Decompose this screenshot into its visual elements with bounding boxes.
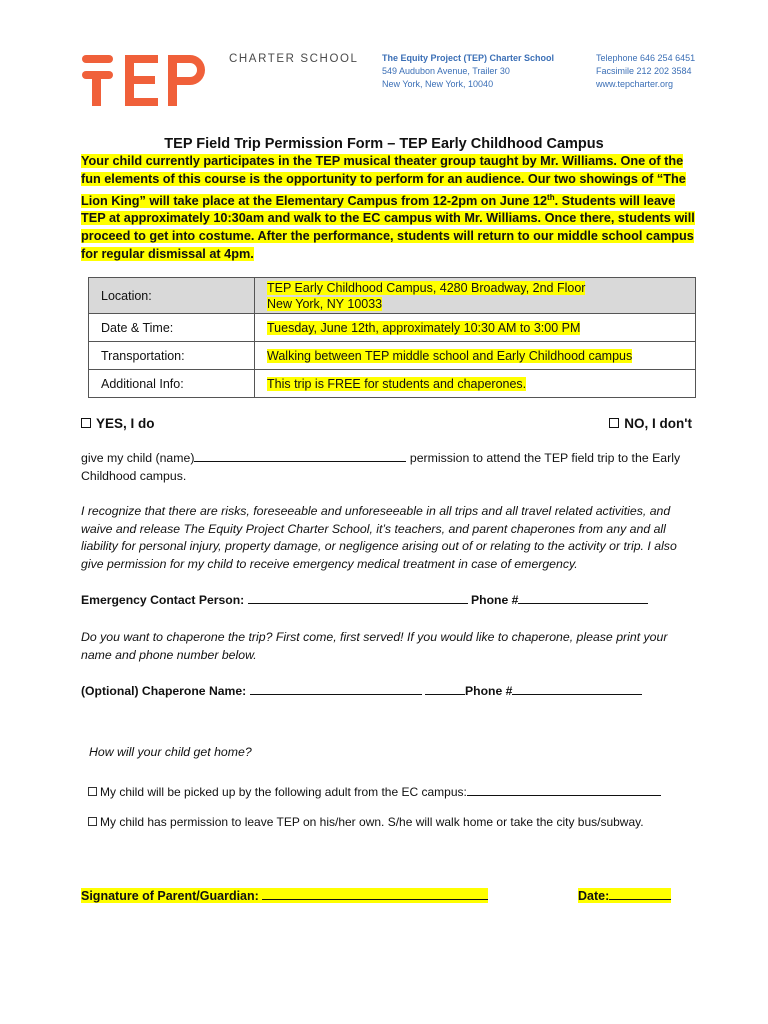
transport-label: Transportation:	[89, 342, 255, 370]
location-line-1: TEP Early Childhood Campus, 4280 Broadway, 2nd Floor	[267, 280, 586, 295]
no-checkbox[interactable]	[609, 418, 619, 428]
intro-paragraph	[81, 153, 696, 263]
signature-row	[81, 888, 671, 906]
intro-text-a: Your child currently participates in the TEP musical theater group taught by Mr. Williams. One of the fun elements of this course is the opportunity to perform for an audience. Our two showings of “The Lion King” will take place at the Elementary Campus from 12-2pm on June 12	[81, 154, 686, 208]
waiver-paragraph: I recognize that there are risks, foreseeable and unforeseeable in all trips and all travel related activities, and waive and release The Equity Project Charter School, it’s teachers, and parent chaperones from any and all liability for personal injury, property damage, or negligence arising out of or relating to the activity or trip. I also give permission for my child to receive emergency medical treatment in case of emergency.	[81, 504, 677, 571]
signature-block	[81, 888, 488, 903]
table-row-info	[89, 370, 696, 398]
telephone: Telephone 646 254 6451	[596, 53, 696, 63]
table-row-transport	[89, 342, 696, 370]
no-label: NO, I don't	[624, 416, 692, 431]
intro-superscript: th	[547, 192, 555, 202]
facsimile: Facsimile 212 202 3584	[596, 66, 692, 76]
pickup-adult-field[interactable]	[467, 784, 661, 796]
info-value: This trip is FREE for students and chaperones.	[267, 376, 527, 391]
chaperone-phone-label: Phone #	[465, 684, 513, 698]
chaperone-phone-field[interactable]	[512, 683, 642, 695]
location-label: Location:	[89, 278, 255, 314]
datetime-label: Date & Time:	[89, 314, 255, 342]
chaperone-question: Do you want to chaperone the trip? First come, first served! If you would like to chaperone, please print your name and phone number below.	[81, 630, 668, 662]
signature-label: Signature of Parent/Guardian:	[81, 889, 259, 903]
pickup-label: My child will be picked up by the following adult from the EC campus:	[100, 785, 467, 799]
school-contact	[596, 52, 695, 91]
emergency-phone-label: Phone #	[471, 593, 519, 607]
yes-label: YES, I do	[96, 416, 155, 431]
transport-value: Walking between TEP middle school and Early Childhood campus	[267, 348, 633, 363]
chaperone-name-field[interactable]	[250, 683, 422, 695]
form-title: TEP Field Trip Permission Form – TEP Early Childhood Campus	[164, 136, 604, 152]
yes-option[interactable]	[81, 416, 155, 431]
own-label: My child has permission to leave TEP on his/her own. S/he will walk home or take the city bus/subway.	[100, 815, 644, 829]
info-label: Additional Info:	[89, 370, 255, 398]
date-block	[578, 888, 671, 903]
emergency-contact-label: Emergency Contact Person:	[81, 593, 245, 607]
org-name: The Equity Project (TEP) Charter School	[382, 53, 555, 63]
child-name-field[interactable]	[194, 450, 406, 462]
option-own[interactable]	[88, 815, 644, 829]
emergency-contact-field[interactable]	[248, 592, 468, 604]
table-row-location	[89, 278, 696, 314]
emergency-phone-field[interactable]	[518, 592, 648, 604]
website-link[interactable]: www.tepcharter.org	[596, 79, 674, 89]
chaperone-extra-field[interactable]	[425, 683, 465, 695]
location-value	[255, 278, 696, 314]
chaperone-row	[81, 683, 701, 701]
table-row-datetime	[89, 314, 696, 342]
chaperone-name-label: (Optional) Chaperone Name:	[81, 684, 247, 698]
signature-field[interactable]	[262, 888, 488, 900]
option-pickup[interactable]	[88, 784, 661, 799]
child-permission-line: give my child (name) permission to attend the TEP field trip to the Early Childhood campus.	[81, 451, 681, 483]
pickup-checkbox[interactable]	[88, 787, 97, 796]
date-field[interactable]	[609, 888, 671, 900]
tep-logo	[80, 52, 210, 108]
charter-school-label: CHARTER SCHOOL	[229, 53, 359, 65]
location-line-2: New York, NY 10033	[267, 296, 383, 311]
school-address	[382, 52, 554, 91]
trip-details-table	[88, 277, 696, 398]
intro-text-b: . Students will leave TEP at approximately 10:30am and walk to the EC campus with Mr. Williams. Once there, students will proceed to get into costume. After the performance, students will return to our middle school campus for regular dismissal at 4pm.	[81, 193, 695, 261]
date-label: Date:	[578, 889, 610, 903]
address-line-2: New York, New York, 10040	[382, 79, 494, 89]
address-line-1: 549 Audubon Avenue, Trailer 30	[382, 66, 510, 76]
own-checkbox[interactable]	[88, 817, 97, 826]
emergency-contact-row	[81, 592, 701, 610]
no-option[interactable]	[609, 416, 692, 431]
home-question: How will your child get home?	[89, 745, 252, 759]
yes-checkbox[interactable]	[81, 418, 91, 428]
datetime-value: Tuesday, June 12th, approximately 10:30 AM to 3:00 PM	[267, 320, 581, 335]
logo-text: TEP	[80, 52, 82, 53]
